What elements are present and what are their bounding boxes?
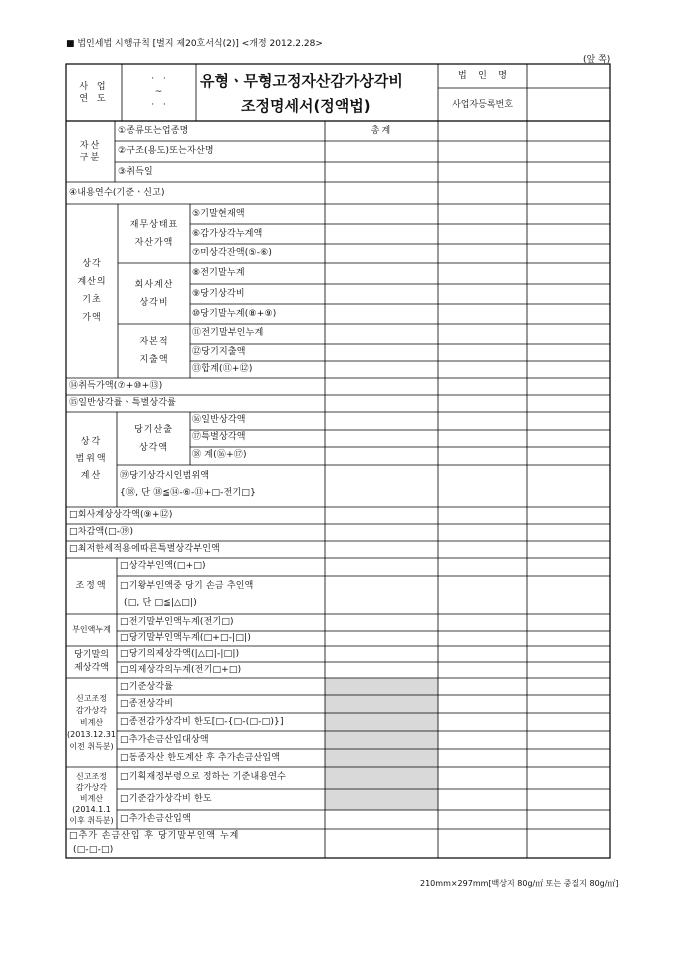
row-25-label: □전기말부인액누계(전기□) [120,617,234,627]
row-8-label: ⑧전기말누계 [192,268,245,278]
row-6-label: ⑥감가상각누계액 [192,229,263,239]
row-1-label: ①종류또는업종명 [118,126,189,136]
corporation-name-label: 법 인 명 [458,71,507,81]
row-21-label: □차감액(□-⑲) [69,527,134,537]
form-reference: ■ 법인세법 시행규칙 [별지 제20호서식(2)] <개정 2012.2.28> [66,39,323,49]
row-31-label: □종전감가상각비 한도[□-{□-(□-□)}] [120,717,284,727]
business-year-period: · · ~ · · [151,74,167,110]
row-12-label: ⑫당기지출액 [192,347,246,357]
asset-class-label: 자산 구분 [79,140,102,163]
row-5-label: ⑤기말현재액 [192,209,245,219]
capital-exp-label: 자본적 지출액 [139,337,169,365]
row-32-label: □추가손금산입대상액 [120,735,209,745]
row-17-label: ⑰특별상각액 [192,432,246,442]
row-19-formula: {⑱, 단 ⑱≦⑭-⑥-⑪+□-전기□} [120,488,257,498]
base-amount-label: 상각 계산의 기초 가액 [77,259,107,323]
row-20-label: □회사계상상각액(⑨+⑫) [69,510,173,520]
row-29-label: □기준상각률 [120,682,174,692]
row-28-label: □의제상각의누계(전기□+□) [120,665,242,675]
row-34-label: □기획재정부령으로 정하는 기준내용연수 [120,772,287,782]
row-19-label: ⑲당기상각시인범위액 [120,471,210,481]
row-26-label: □당기말부인액누계(□+□-|□|) [120,633,252,643]
row-27-label: □당기의제상각액(|△□|-|□|) [120,649,240,659]
row-9-label: ⑨당기상각비 [192,289,245,299]
row-13-label: ⑬합계(⑪+⑫) [192,364,253,374]
fs-asset-value-label: 재무상태표 자산가액 [129,219,179,248]
shaded-cells [325,678,438,810]
row-24-formula: (□, 단 □≦|△□|) [124,598,197,608]
row-14-label: ⑭취득가액(⑦+⑩+⑬) [69,381,163,391]
page-indicator: (앞 쪽) [583,55,611,65]
total-label: 총계 [370,126,393,136]
row-18-label: ⑱ 계(⑯+⑰) [192,450,247,460]
row-7-label: ⑦미상각잔액(⑤-⑥) [192,248,273,258]
row-23-label: □상각부인액(□+□) [120,561,206,571]
row-35-label: □기준감가상각비 한도 [120,794,212,804]
report-adj-b-label: 신고조정 감가상각 비계산 (2014.1.1 이후 취득분) [69,771,114,825]
company-dep-label: 회사계산 상각비 [134,279,174,308]
deemed-dep-label: 당기말의 제상각액 [74,650,109,673]
row-10-label: ⑩당기말누계(⑧+⑨) [192,309,277,319]
dep-limit-label: 상각 범위액 계산 [75,437,108,481]
row-22-label: □최저한세적용에따른특별상각부인액 [69,544,221,554]
row-36-label: □추가손금산입액 [120,814,191,824]
business-registration-label: 사업자등록번호 [452,99,513,110]
row-30-label: □종전상각비 [120,699,174,709]
business-year-label: 사 업 연 도 [79,81,109,104]
paper-spec: 210mm×297mm[백상지 80g/㎡ 또는 중질지 80g/㎡] [420,879,619,888]
row-37-label: □추가 손금산입 후 당기말부인액 누계 [69,831,240,841]
row-3-label: ③취득일 [118,167,153,177]
current-dep-label: 당기산출 상각액 [134,424,173,453]
report-adj-a-label: 신고조정 감가상각 비계산 (2013.12.31 이전 취득분) [67,693,116,751]
disallowed-cum-label: 부인액누계 [72,625,111,634]
form-title-line2: 조정명세서(정액법) [241,97,371,115]
row-4-label: ④내용연수(기준ㆍ신고) [69,188,165,198]
adjustment-label: 조정액 [75,581,108,591]
row-11-label: ⑪전기말부인누계 [192,328,264,338]
row-15-label: ⑮일반상각률ㆍ특별상각률 [69,398,177,408]
row-24-label: □기왕부인액중 당기 손금 추인액 [120,581,254,591]
row-2-label: ②구조(용도)또는자산명 [118,146,214,156]
row-16-label: ⑯일반상각액 [192,415,246,425]
form-title-line1: 유형ㆍ무형고정자산감가상각비 [200,72,403,90]
row-37-formula: (□-□-□) [73,845,114,855]
row-33-label: □동종자산 한도계산 후 추가손금산입액 [120,753,281,763]
